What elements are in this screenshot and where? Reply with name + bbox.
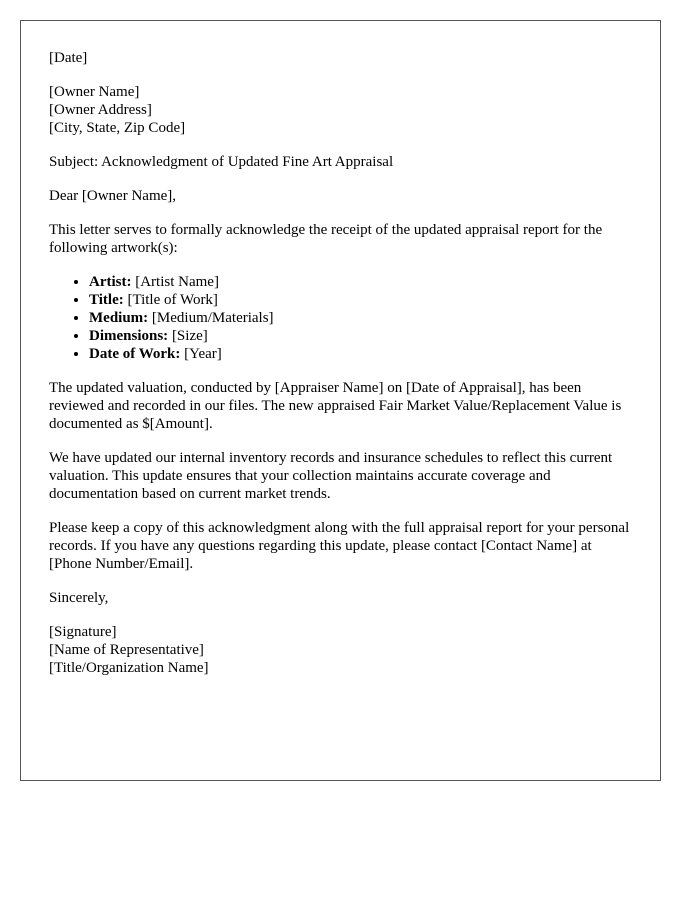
detail-value: [Size] [168, 328, 208, 344]
artwork-detail-date-of-work [89, 345, 634, 363]
detail-label: Artist: [89, 274, 132, 290]
signature-block [49, 623, 634, 677]
recipient-city-state-zip: [City, State, Zip Code] [49, 120, 186, 136]
detail-value: [Year] [180, 346, 222, 362]
artwork-detail-artist [89, 273, 634, 291]
detail-value: [Artist Name] [131, 274, 219, 290]
representative-title-organization: [Title/Organization Name] [49, 660, 209, 676]
paragraph-valuation: The updated valuation, conducted by [Appraiser Name] on [Date of Appraisal], has been reviewed and recorded in our files. The new appraised Fair Market Value/Replacement Value is documented as $[Amount]. [49, 380, 622, 432]
paragraph-contact: Please keep a copy of this acknowledgment along with the full appraisal report for your personal records. If you have any questions regarding this update, please contact [Contact Name] at [Phone Number/Email]. [49, 520, 630, 572]
signature: [Signature] [49, 624, 117, 640]
paragraph-update: We have updated our internal inventory records and insurance schedules to reflect this current valuation. This update ensures that your collection maintains accurate coverage and documentation based on current market trends. [49, 450, 613, 502]
recipient-address-block [49, 83, 634, 137]
letter-salutation: Dear [Owner Name], [49, 188, 177, 204]
artwork-detail-dimensions [89, 327, 634, 345]
detail-label: Medium: [89, 310, 149, 326]
letter-page [20, 20, 661, 781]
representative-name: [Name of Representative] [49, 642, 204, 658]
letter-closing: Sincerely, [49, 590, 109, 606]
artwork-detail-medium [89, 309, 634, 327]
detail-value: [Medium/Materials] [148, 310, 274, 326]
detail-label: Dimensions: [89, 328, 169, 344]
detail-label: Title: [89, 292, 124, 308]
letter-content [49, 49, 634, 677]
letter-date: [Date] [49, 50, 88, 66]
detail-value: [Title of Work] [123, 292, 218, 308]
detail-label: Date of Work: [89, 346, 181, 362]
letter-intro: This letter serves to formally acknowledge the receipt of the updated appraisal report for the following artwork(s): [49, 222, 603, 256]
recipient-address: [Owner Address] [49, 102, 152, 118]
artwork-details-list [49, 273, 634, 363]
artwork-detail-title [89, 291, 634, 309]
recipient-name: [Owner Name] [49, 84, 140, 100]
letter-subject: Subject: Acknowledgment of Updated Fine Art Appraisal [49, 154, 394, 170]
